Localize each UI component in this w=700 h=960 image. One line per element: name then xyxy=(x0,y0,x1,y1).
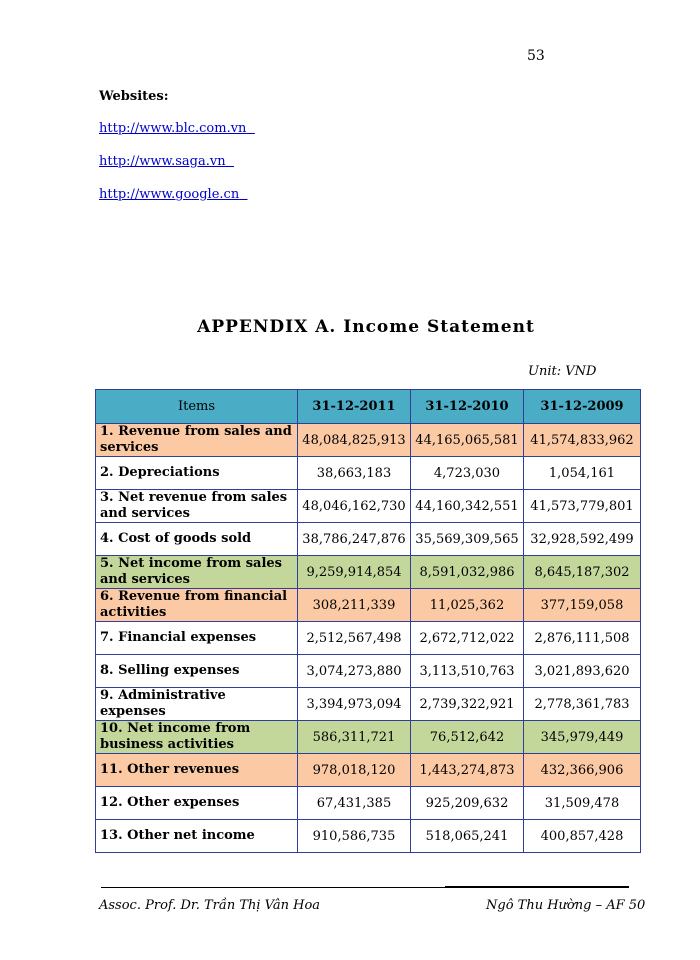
row-item-label: 8. Selling expenses xyxy=(96,655,298,688)
row-value-2011: 3,394,973,094 xyxy=(298,688,411,721)
row-value-2011: 48,046,162,730 xyxy=(298,490,411,523)
footer-advisor: Assoc. Prof. Dr. Trần Thị Vân Hoa xyxy=(99,898,321,913)
table-row xyxy=(96,622,641,655)
row-item-label: 5. Net income from sales and services xyxy=(96,556,298,589)
row-value-2009: 8,645,187,302 xyxy=(524,556,641,589)
row-value-2009: 32,928,592,499 xyxy=(524,523,641,556)
table-row xyxy=(96,787,641,820)
row-value-2011: 3,074,273,880 xyxy=(298,655,411,688)
row-value-2011: 586,311,721 xyxy=(298,721,411,754)
websites-heading: Websites: xyxy=(99,89,169,104)
row-value-2009: 41,574,833,962 xyxy=(524,424,641,457)
row-value-2009: 2,876,111,508 xyxy=(524,622,641,655)
row-value-2009: 345,979,449 xyxy=(524,721,641,754)
unit-label: Unit: VND xyxy=(528,364,597,379)
row-value-2009: 3,021,893,620 xyxy=(524,655,641,688)
row-value-2009: 377,159,058 xyxy=(524,589,641,622)
table-header-row xyxy=(96,390,641,424)
row-value-2010: 3,113,510,763 xyxy=(411,655,524,688)
table-row xyxy=(96,457,641,490)
table-row xyxy=(96,688,641,721)
link-saga[interactable]: http://www.saga.vn xyxy=(99,154,226,169)
appendix-title: APPENDIX A. Income Statement xyxy=(197,317,535,337)
table-body xyxy=(96,424,641,853)
table-row xyxy=(96,589,641,622)
table-row xyxy=(96,721,641,754)
row-value-2009: 31,509,478 xyxy=(524,787,641,820)
header-items: Items xyxy=(96,390,298,424)
footer-rule-right xyxy=(445,886,629,888)
row-value-2010: 2,739,322,921 xyxy=(411,688,524,721)
table-row xyxy=(96,424,641,457)
link-google[interactable]: http://www.google.cn xyxy=(99,187,240,202)
row-item-label: 9. Administrative expenses xyxy=(96,688,298,721)
row-value-2010: 1,443,274,873 xyxy=(411,754,524,787)
row-item-label: 1. Revenue from sales and services xyxy=(96,424,298,457)
row-value-2009: 432,366,906 xyxy=(524,754,641,787)
table-row xyxy=(96,655,641,688)
row-value-2011: 48,084,825,913 xyxy=(298,424,411,457)
row-item-label: 12. Other expenses xyxy=(96,787,298,820)
row-value-2009: 2,778,361,783 xyxy=(524,688,641,721)
row-value-2011: 910,586,735 xyxy=(298,820,411,853)
table-row xyxy=(96,820,641,853)
row-value-2011: 308,211,339 xyxy=(298,589,411,622)
header-2011: 31-12-2011 xyxy=(298,390,411,424)
page-number: 53 xyxy=(527,48,545,64)
row-item-label: 7. Financial expenses xyxy=(96,622,298,655)
table-row xyxy=(96,523,641,556)
row-value-2010: 2,672,712,022 xyxy=(411,622,524,655)
row-value-2010: 925,209,632 xyxy=(411,787,524,820)
row-value-2009: 400,857,428 xyxy=(524,820,641,853)
row-item-label: 13. Other net income xyxy=(96,820,298,853)
footer-author: Ngô Thu Hường – AF 50 xyxy=(486,898,646,913)
row-value-2009: 41,573,779,801 xyxy=(524,490,641,523)
row-item-label: 2. Depreciations xyxy=(96,457,298,490)
row-value-2010: 518,065,241 xyxy=(411,820,524,853)
row-value-2010: 44,160,342,551 xyxy=(411,490,524,523)
row-item-label: 4. Cost of goods sold xyxy=(96,523,298,556)
row-value-2011: 38,663,183 xyxy=(298,457,411,490)
row-value-2010: 76,512,642 xyxy=(411,721,524,754)
row-value-2011: 67,431,385 xyxy=(298,787,411,820)
row-item-label: 6. Revenue from financial activities xyxy=(96,589,298,622)
row-item-label: 11. Other revenues xyxy=(96,754,298,787)
table-row xyxy=(96,490,641,523)
row-value-2011: 9,259,914,854 xyxy=(298,556,411,589)
row-value-2011: 2,512,567,498 xyxy=(298,622,411,655)
link-blc[interactable]: http://www.blc.com.vn xyxy=(99,121,247,136)
row-value-2010: 8,591,032,986 xyxy=(411,556,524,589)
row-value-2011: 978,018,120 xyxy=(298,754,411,787)
row-value-2010: 44,165,065,581 xyxy=(411,424,524,457)
footer-rule-left xyxy=(101,887,445,888)
row-value-2011: 38,786,247,876 xyxy=(298,523,411,556)
income-statement-table xyxy=(95,389,641,853)
row-value-2009: 1,054,161 xyxy=(524,457,641,490)
header-2009: 31-12-2009 xyxy=(524,390,641,424)
table-row xyxy=(96,754,641,787)
table-row xyxy=(96,556,641,589)
row-value-2010: 35,569,309,565 xyxy=(411,523,524,556)
row-value-2010: 4,723,030 xyxy=(411,457,524,490)
row-item-label: 3. Net revenue from sales and services xyxy=(96,490,298,523)
row-value-2010: 11,025,362 xyxy=(411,589,524,622)
header-2010: 31-12-2010 xyxy=(411,390,524,424)
row-item-label: 10. Net income from business activities xyxy=(96,721,298,754)
